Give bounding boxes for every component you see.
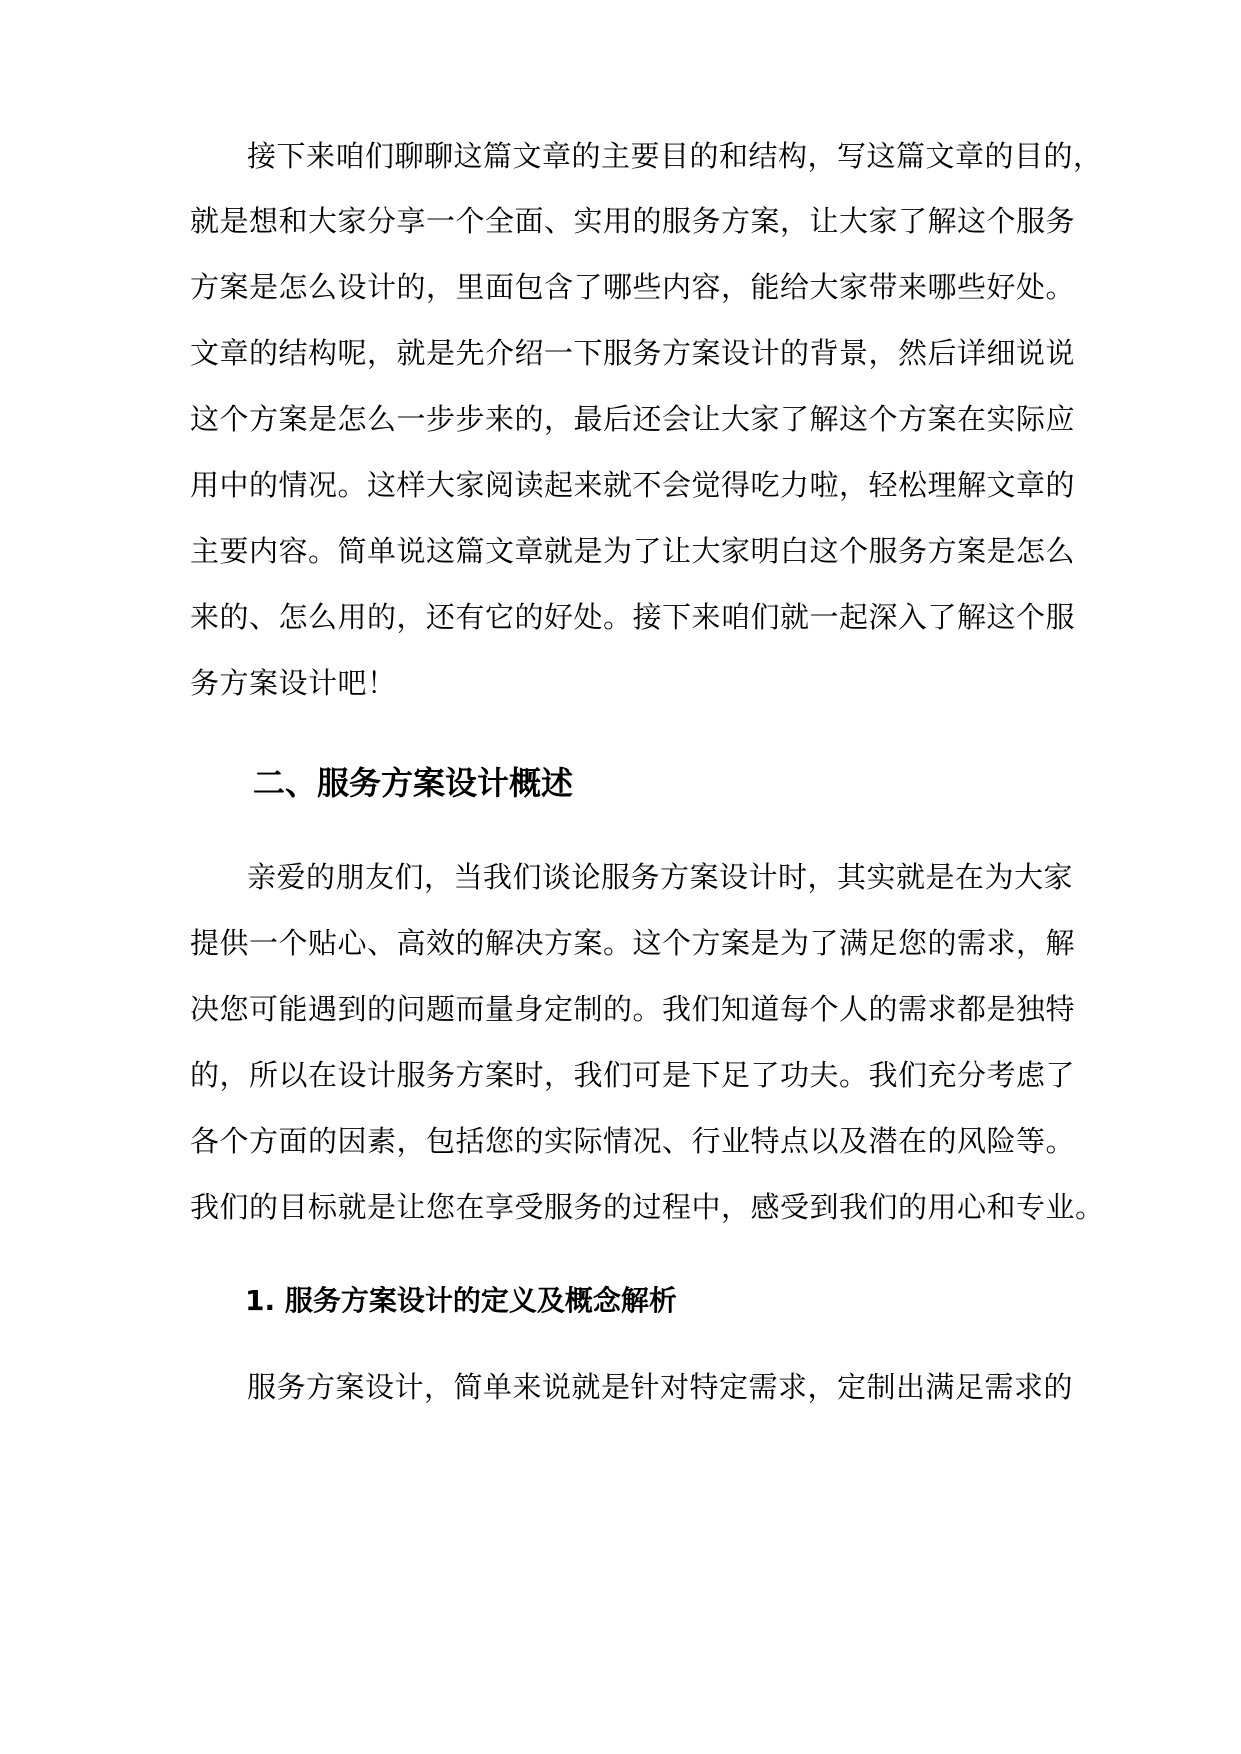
paragraph-line: 服务方案设计，简单来说就是针对特定需求，定制出满足需求的 xyxy=(247,1370,1074,1404)
subsection-heading: 1. 服务方案设计的定义及概念解析 xyxy=(245,1284,677,1317)
paragraph-line: 主要内容。简单说这篇文章就是为了让大家明白这个服务方案是怎么 xyxy=(190,534,1076,568)
paragraph-line: 提供一个贴心、高效的解决方案。这个方案是为了满足您的需求，解 xyxy=(190,926,1076,960)
section-heading: 二、服务方案设计概述 xyxy=(253,764,574,802)
paragraph-line: 决您可能遇到的问题而量身定制的。我们知道每个人的需求都是独特 xyxy=(190,992,1076,1026)
paragraph-line: 各个方面的因素，包括您的实际情况、行业特点以及潜在的风险等。 xyxy=(190,1124,1076,1158)
paragraph-line: 务方案设计吧！ xyxy=(190,666,397,700)
paragraph-line: 的，所以在设计服务方案时，我们可是下足了功夫。我们充分考虑了 xyxy=(190,1058,1076,1092)
paragraph-line: 这个方案是怎么一步步来的，最后还会让大家了解这个方案在实际应 xyxy=(190,402,1076,436)
paragraph-line: 亲爱的朋友们，当我们谈论服务方案设计时，其实就是在为大家 xyxy=(247,860,1074,894)
paragraph-line: 文章的结构呢，就是先介绍一下服务方案设计的背景，然后详细说说 xyxy=(190,336,1076,370)
paragraph-line: 我们的目标就是让您在享受服务的过程中，感受到我们的用心和专业。 xyxy=(190,1190,1105,1224)
paragraph-line: 方案是怎么设计的，里面包含了哪些内容，能给大家带来哪些好处。 xyxy=(190,270,1076,304)
paragraph-line: 来的、怎么用的，还有它的好处。接下来咱们就一起深入了解这个服 xyxy=(190,600,1076,634)
paragraph-line: 接下来咱们聊聊这篇文章的主要目的和结构，写这篇文章的目的， xyxy=(247,139,1103,173)
paragraph-line: 就是想和大家分享一个全面、实用的服务方案，让大家了解这个服务 xyxy=(190,204,1076,238)
paragraph-line: 用中的情况。这样大家阅读起来就不会觉得吃力啦，轻松理解文章的 xyxy=(190,468,1076,502)
